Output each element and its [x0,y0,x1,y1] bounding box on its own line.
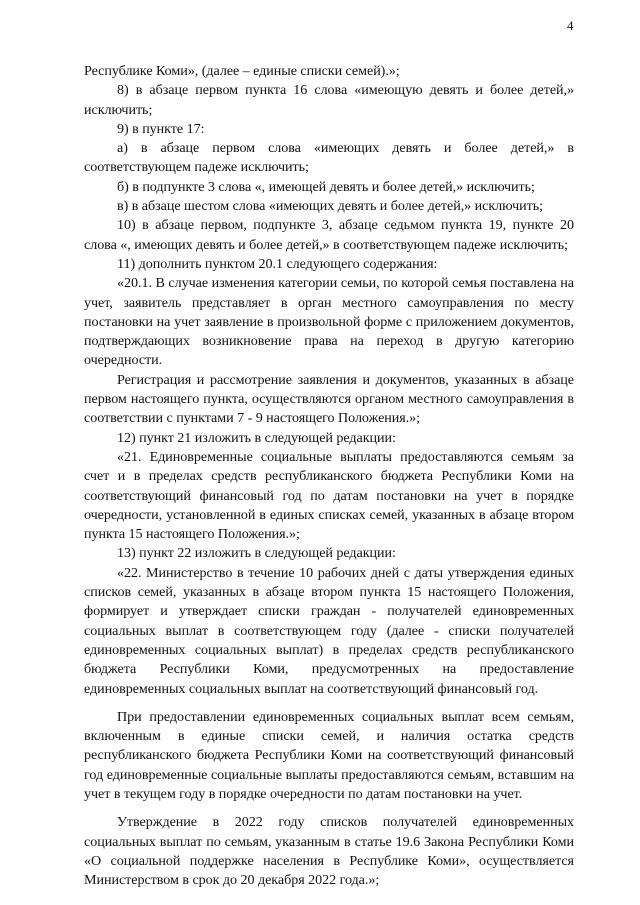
paragraph-clause-20-1: «20.1. В случае изменения категории семьи, по которой семья поставлена на учет, заявитель представляет в орган местного самоуправления по месту постановки на учет заявление в произвольной форме с приложением документов, подтверждающих возникновение права на переход в другую категорию очередности. [84,275,574,369]
paragraph-item-9: 9) в пункте 17: [117,120,205,137]
paragraph-clause-22: «22. Министерство в течение 10 рабочих дней с даты утверждения единых списков семей, указанных в абзаце втором пункта 15 настоящего Положения, формирует и утверждает списки граждан - получателей единовременных социальных выплат в соответствующем году (далее - списки получателей единовременных социальных выплат) в пределах средств республиканского бюджета Республики Коми, предусмотренных на предоставление единовременных социальных выплат на соответствующий финансовый год. [84,564,574,697]
paragraph-item-10: 10) в абзаце первом, подпункте 3, абзаце седьмом пункта 19, пункте 20 слова «, имеющих девять и более детей,» в соответствующем падеже исключить; [84,217,574,253]
paragraph-item-9v: в) в абзаце шестом слова «имеющих девять и более детей,» исключить; [117,198,543,215]
paragraph-item-9a: а) в абзаце первом слова «имеющих девять и более детей,» в соответствующем падеже исключить; [84,140,574,176]
paragraph-item-12: 12) пункт 21 изложить в следующей редакции: [117,429,396,446]
paragraph-clause-22-remainder: При предоставлении единовременных социальных выплат всем семьям, включенным в единые списки семей, и наличия остатка средств республиканского бюджета Республики Коми на соответствующий финансовый год единовременные социальные выплаты предоставляются семьям, вставшим на учет в текущем году в порядке очередности по датам постановки на учет. [84,708,574,802]
paragraph-clause-20-1-registration: Регистрация и рассмотрение заявления и документов, указанных в абзаце первом настоящего пункта, осуществляются органом местного самоуправления в соответствии с пунктами 7 - 9 настоящего Положения.»; [84,371,574,427]
paragraph-item-11: 11) дополнить пунктом 20.1 следующего содержания: [117,255,438,272]
paragraph-clause-21: «21. Единовременные социальные выплаты предоставляются семьям за счет и в пределах средств республиканского бюджета Республики Коми на соответствующий финансовый год по датам постановки на учет в порядке очередности, установленной в единых списках семей, указанных в абзаце втором пункта 15 настоящего Положения.»; [84,448,574,543]
paragraph-item-13: 13) пункт 22 изложить в следующей редакции: [117,545,396,562]
paragraph-item-9b: б) в подпункте 3 слова «, имеющей девять и более детей,» исключить; [117,178,535,195]
paragraph-item-8: 8) в абзаце первом пункта 16 слова «имеющую девять и более детей,» исключить; [84,82,574,118]
paragraph-continuation: Республике Коми», (далее – единые списки семей).»; [84,63,400,79]
page-number: 4 [567,18,574,33]
paragraph-clause-22-approval-2022: Утверждение в 2022 году списков получателей единовременных социальных выплат по семьям, указанным в статье 19.6 Закона Республики Коми «О социальной поддержке населения в Республике Коми», осуществляется Министерством в срок до 20 декабря 2022 года.»; [84,814,574,889]
document-body [84,62,574,890]
